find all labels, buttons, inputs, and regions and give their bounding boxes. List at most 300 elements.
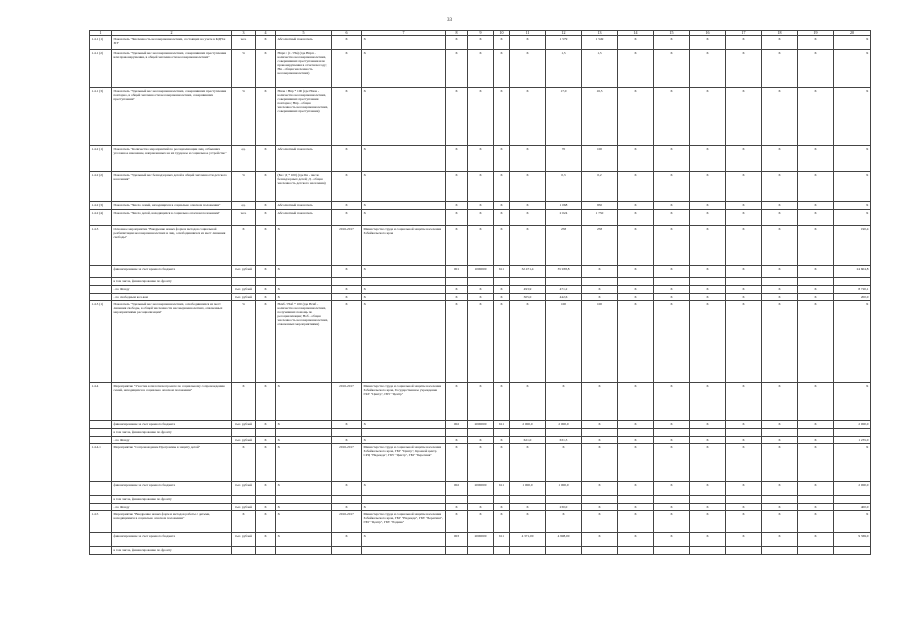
table-cell: X [276,226,332,266]
table-cell: Абсолютный показатель [276,202,332,210]
table-cell: Основное мероприятие "Внедрение новых форм и методов социальной реабилитации несовершеннолетних и лиц, освободившихся из мест лишения свободы" [112,226,232,266]
table-cell: в том числе, финансирование по фронту [112,278,232,286]
table-cell: X [618,266,654,278]
table-cell [90,533,112,547]
table-cell: 1.4.4.1 [90,444,112,482]
table-cell: X [332,202,362,210]
table-cell: X [468,210,494,226]
table-cell: X [510,301,546,383]
table-cell: X [276,533,332,547]
table-cell: X [232,226,256,266]
table-cell: в том числе, финансирование по фронту [112,496,232,504]
table-cell: X [256,202,276,210]
table-cell: X [362,482,446,496]
table-cell: X [762,202,798,210]
table-cell [726,429,762,437]
table-cell: X [276,286,332,294]
table-cell: 493,9 [510,286,546,294]
table-cell: 190,4 [834,226,871,266]
table-cell: в том числе, финансирование по фронту [112,547,232,555]
table-cell: X [618,444,654,482]
table-cell: X [798,266,834,278]
table-cell: X [618,301,654,383]
column-number-cell: 10 [494,31,510,36]
table-cell: Мероприятие "Сопровождение Программы в защиту детей" [112,444,232,482]
table-cell: X [690,482,726,496]
table-cell: X [618,511,654,533]
table-cell: X [726,50,762,88]
table-cell: X [798,437,834,444]
table-cell: X [494,36,510,50]
table-cell: 4 371,00 [510,533,546,547]
table-cell: 1,5 [582,50,618,88]
table-cell: X [582,482,618,496]
table-cell: X [834,50,871,88]
table-cell: 1 235,0 [834,437,871,444]
table-cell: тыс. рублей [232,533,256,547]
table-cell: 2016-2017 [332,226,362,266]
table-cell: X [834,301,871,383]
table-cell [762,496,798,504]
table-cell: X [362,421,446,429]
table-cell: X [510,36,546,50]
table-row [90,202,871,210]
table-cell [762,429,798,437]
table-cell [618,278,654,286]
table-cell: Показатель "Численность несовершеннолетних, состоящих на учете в КДН и ЗП" [112,36,232,50]
table-cell: X [362,172,446,202]
table-cell: X [332,36,362,50]
table-row [90,172,871,202]
table-cell: X [446,172,468,202]
table-cell: X [618,88,654,146]
table-cell [582,429,618,437]
table-cell: 002 [446,421,468,429]
table-cell: X [256,533,276,547]
table-cell: X [654,172,690,202]
table-cell: X [256,210,276,226]
table-cell [762,547,798,555]
table-cell: X [798,50,834,88]
table-cell [726,547,762,555]
table-cell: X [494,146,510,172]
table-cell: X [546,444,582,482]
column-number-cell: 9 [468,31,494,36]
table-row [90,50,871,88]
table-cell [726,496,762,504]
table-row [90,88,871,146]
table-cell [468,547,494,555]
table-cell: X [332,437,362,444]
table-cell: X [690,172,726,202]
table-cell: финансирование за счет краевого бюджета [112,533,232,547]
table-cell [446,547,468,555]
table-cell: X [726,437,762,444]
table-cell [276,278,332,286]
table-row [90,278,871,286]
table-cell: X [618,421,654,429]
table-cell: X [654,482,690,496]
table-cell: X [690,301,726,383]
table-cell: X [726,146,762,172]
table-cell: X [468,511,494,533]
table-cell: X [762,482,798,496]
table-cell: X [468,36,494,50]
table-cell: 1 068 [546,202,582,210]
table-cell: X [654,294,690,301]
table-cell: X [510,88,546,146]
table-row [90,383,871,421]
table-cell: X [582,533,618,547]
table-cell: X [582,266,618,278]
table-cell: X [582,511,618,533]
table-cell: X [494,286,510,294]
table-cell: X [834,146,871,172]
table-cell: X [762,266,798,278]
table-cell: 1.4.1 (3) [90,88,112,146]
table-cell: - по Фонду [112,286,232,294]
table-cell: X [654,36,690,50]
table-cell: X [654,383,690,421]
table-cell: 2 000,0 [546,421,582,429]
table-cell: 611 [494,421,510,429]
table-cell: X [582,383,618,421]
table-cell [232,547,256,555]
table-cell [762,278,798,286]
table-cell: X [256,172,276,202]
table-cell: Показатель "Удельный вес несовершеннолетних, совершивших преступления или правонарушения, в общей численности несовершеннолетних" [112,50,232,88]
table-cell: X [362,294,446,301]
table-cell [510,547,546,555]
table-cell: % [232,88,256,146]
table-cell: 611 [494,482,510,496]
table-cell: X [726,482,762,496]
table-cell: X [510,202,546,210]
table-cell: 17,0 [546,88,582,146]
table-cell: 2000000 [468,421,494,429]
table-cell [90,421,112,429]
table-cell: 9 369,0 [834,533,871,547]
table-cell: X [332,301,362,383]
table-cell: X [654,210,690,226]
table-row [90,437,871,444]
table-cell: X [690,36,726,50]
table-cell: X [256,301,276,383]
table-cell [654,278,690,286]
table-cell: X [726,88,762,146]
program-indicators-table [89,30,871,555]
table-cell [90,496,112,504]
table-cell: 2016-2017 [332,444,362,482]
table-cell: X [726,226,762,266]
table-cell: 1.4.2 (2) [90,172,112,202]
table-row [90,482,871,496]
table-cell: X [494,301,510,383]
table-cell: 950 [582,202,618,210]
table-cell: X [332,172,362,202]
table-cell: X [654,533,690,547]
table-cell [362,496,446,504]
table-cell: X [618,36,654,50]
table-cell: X [798,286,834,294]
table-cell: - по свободным кол-вам [112,294,232,301]
table-cell: X [798,202,834,210]
table-cell: X [690,294,726,301]
table-cell: X [726,286,762,294]
table-body [90,31,871,555]
table-cell: (Бн / Д * 100) (где Бн - число безнадзорных детей; Д - общая численность детского населения) [276,172,332,202]
table-cell: 0,2 [582,172,618,202]
table-cell [510,496,546,504]
table-cell [798,496,834,504]
table-cell: 1.4.4 [90,383,112,421]
table-cell: X [494,511,510,533]
table-cell: X [726,294,762,301]
table-cell [90,437,112,444]
table-cell: X [762,533,798,547]
table-cell [546,496,582,504]
table-row [90,444,871,482]
table-cell: X [726,383,762,421]
table-cell: 1.4.5 [90,511,112,533]
table-cell: тыс. рублей [232,286,256,294]
table-cell [90,266,112,278]
table-cell: X [494,202,510,210]
table-cell: Показатель "Число семей, находящихся в социально опасном положении" [112,202,232,210]
table-cell: X [798,511,834,533]
table-cell [546,429,582,437]
table-cell: X [618,383,654,421]
table-cell: тыс. рублей [232,437,256,444]
table-cell: X [256,482,276,496]
table-cell [446,429,468,437]
table-cell: X [762,50,798,88]
table-cell: 1.4.1 (1) [90,36,112,50]
table-cell: Показатель "Число детей, находящихся в социально опасном положении" [112,210,232,226]
table-cell: 631,3 [546,437,582,444]
table-cell: X [726,172,762,202]
table-cell: в том числе, финансирование по фронту [112,429,232,437]
table-cell: X [618,210,654,226]
table-cell: X [798,294,834,301]
table-cell: % [232,50,256,88]
column-number-cell: 11 [510,31,546,36]
table-cell: X [654,511,690,533]
table-cell [256,429,276,437]
table-cell: X [762,36,798,50]
table-cell: X [762,226,798,266]
table-cell [690,496,726,504]
table-cell: X [618,50,654,88]
table-cell: Министерство труда и социальной защиты населения Забайкальского края, Государственное учреждение ГКУ "Центр", ГБУ "Центр" [362,383,446,421]
table-cell [232,429,256,437]
table-cell: X [726,533,762,547]
table-cell: X [362,146,446,172]
table-cell [256,496,276,504]
table-cell: 2 000,0 [510,421,546,429]
table-cell: X [256,226,276,266]
table-cell: Показатель "Количество мероприятий по ресоциализации лиц, отбывших уголовное наказание, направленных на их трудовое и социальное устройство" [112,146,232,172]
table-cell: X [726,444,762,482]
table-row [90,36,871,50]
table-cell: Абсолютный показатель [276,210,332,226]
table-cell: X [494,88,510,146]
table-cell: 1.4.2 (3) [90,202,112,210]
table-cell: % [232,301,256,383]
table-cell: X [654,301,690,383]
column-number-cell: 6 [332,31,362,36]
table-cell: X [762,444,798,482]
column-number-cell: 7 [362,31,446,36]
table-cell: X [762,421,798,429]
table-cell: 2 000,0 [834,421,871,429]
table-cell: 230,0 [546,504,582,511]
table-cell: X [332,421,362,429]
table-cell: X [654,504,690,511]
table-cell: X [582,437,618,444]
table-cell: X [446,226,468,266]
table-cell: X [834,383,871,421]
table-cell: X [618,202,654,210]
table-cell: X [582,286,618,294]
table-cell: X [510,504,546,511]
table-cell [256,278,276,286]
table-cell: X [762,504,798,511]
table-row [90,496,871,504]
table-cell: X [468,50,494,88]
table-cell: 1 549 [582,36,618,50]
table-cell: X [798,226,834,266]
table-cell [90,278,112,286]
table-cell: X [494,444,510,482]
table-cell: X [494,50,510,88]
table-cell: Показатель "Удельный вес несовершеннолетних, совершивших преступления повторно, в общей численности несовершеннолетних, совершивших преступления" [112,88,232,146]
table-cell: X [834,88,871,146]
table-cell: X [446,286,468,294]
table-cell: финансирование за счет краевого бюджета [112,482,232,496]
table-cell: X [468,444,494,482]
table-cell [654,547,690,555]
table-cell: 2000000 [468,533,494,547]
table-cell: X [690,421,726,429]
table-cell: X [654,146,690,172]
table-cell: X [510,383,546,421]
column-number-cell: 17 [726,31,762,36]
table-row [90,533,871,547]
table-cell: X [468,301,494,383]
table-cell [834,429,871,437]
table-cell: 2000000 [468,482,494,496]
table-cell: X [232,444,256,482]
table-cell: X [510,146,546,172]
table-cell [332,547,362,555]
table-cell [798,547,834,555]
table-cell: X [834,444,871,482]
table-cell [798,429,834,437]
table-cell: 1 000,0 [546,482,582,496]
table-cell: X [654,286,690,294]
table-cell: финансирование за счет краевого бюджета [112,266,232,278]
table-cell: X [362,266,446,278]
table-cell: 100 [546,301,582,383]
table-cell: Мероприятие "Участие в пилотном проекте по социальному сопровождению семей, находящихся в социально опасном положении" [112,383,232,421]
table-cell: X [618,294,654,301]
table-cell: X [582,504,618,511]
table-cell [446,278,468,286]
table-cell: 100 [582,301,618,383]
table-cell [276,496,332,504]
table-cell: X [494,437,510,444]
table-cell: X [618,482,654,496]
table-row [90,294,871,301]
table-cell: Абсолютный показатель [276,146,332,172]
table-row [90,429,871,437]
column-number-cell: 16 [690,31,726,36]
table-cell: X [690,504,726,511]
table-cell: X [468,226,494,266]
table-cell: Мероприятие "Внедрение новых форм и методов работы с детьми, находящимися в социально опасном положении" [112,511,232,533]
table-cell: 1.4.1 (2) [90,50,112,88]
table-cell: X [834,172,871,202]
table-cell [362,429,446,437]
table-cell: X [256,286,276,294]
table-cell: X [362,286,446,294]
table-cell: X [510,50,546,88]
table-cell [834,547,871,555]
table-cell: тыс. рублей [232,504,256,511]
table-cell: X [446,36,468,50]
table-cell [494,278,510,286]
table-cell: X [446,504,468,511]
table-cell: X [256,50,276,88]
table-cell: X [256,444,276,482]
column-number-cell: 3 [232,31,256,36]
table-cell [332,429,362,437]
table-cell: X [256,146,276,172]
table-cell: X [690,286,726,294]
table-cell: 471,2 [546,286,582,294]
table-cell: 1.4.2 (1) [90,146,112,172]
table-cell: X [446,210,468,226]
table-cell: 2016-2017 [332,383,362,421]
table-cell: 001 [446,266,468,278]
table-row [90,301,871,383]
table-cell: X [362,504,446,511]
table-cell: X [654,437,690,444]
table-cell: X [468,202,494,210]
table-cell: X [362,50,446,88]
table-cell [90,482,112,496]
table-cell: 1 579 [546,36,582,50]
table-cell: X [510,226,546,266]
table-cell [90,547,112,555]
table-cell: X [798,88,834,146]
table-cell [468,278,494,286]
table-cell: X [618,437,654,444]
table-cell: 1.4.3 [90,226,112,266]
table-cell: 2 000,0 [834,482,871,496]
table-cell: X [798,421,834,429]
table-cell: X [276,482,332,496]
table-cell: X [690,383,726,421]
table-cell: 32 471,4 [510,266,546,278]
table-cell: X [256,511,276,533]
table-cell: X [276,511,332,533]
table-cell [618,547,654,555]
table-cell: X [762,301,798,383]
table-cell: X [690,50,726,88]
table-row [90,547,871,555]
